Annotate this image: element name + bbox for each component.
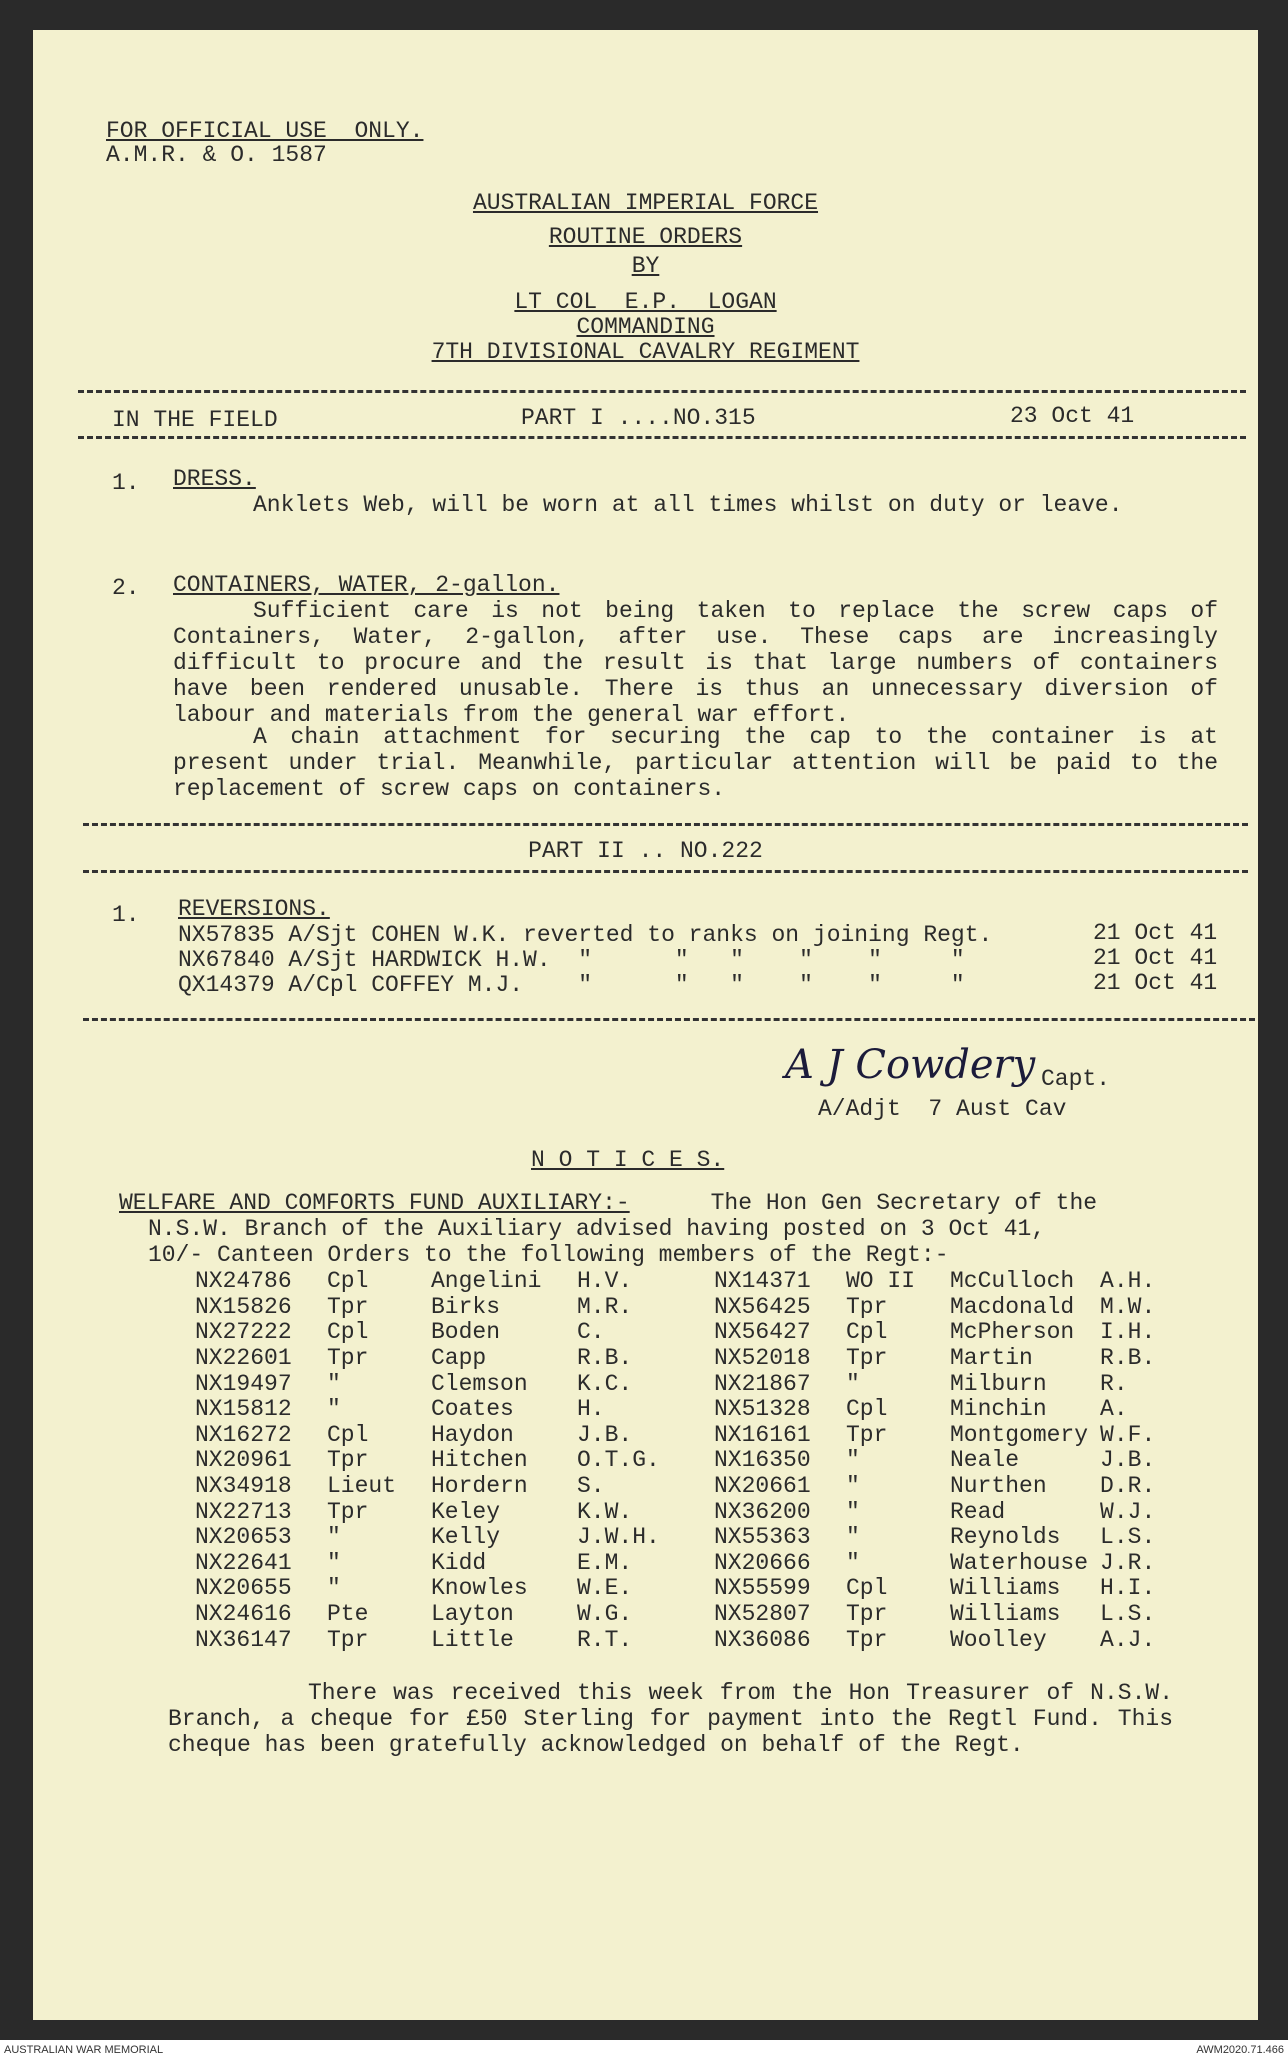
members-list-right — [714, 1269, 1202, 1653]
member-name: Little — [431, 1626, 514, 1653]
member-initials: H.I. — [1100, 1575, 1156, 1602]
member-row — [714, 1602, 1202, 1628]
title-line-6: 7TH DIVISIONAL CAVALRY REGIMENT — [431, 339, 860, 365]
welfare-heading: WELFARE AND COMFORTS FUND AUXILIARY:- — [119, 1190, 630, 1216]
member-number: NX21867 — [714, 1370, 811, 1397]
reversion-row: NX57835 A/Sjt COHEN W.K. reverted to ranks on joining Regt. — [178, 922, 993, 948]
member-initials: H.V. — [577, 1268, 633, 1295]
member-name: Hordern — [431, 1473, 528, 1500]
member-row — [195, 1448, 679, 1474]
member-row — [195, 1499, 679, 1525]
member-name: Layton — [431, 1601, 514, 1628]
member-number: NX56425 — [714, 1293, 811, 1320]
member-number: NX56427 — [714, 1319, 811, 1346]
member-name: Macdonald — [950, 1293, 1075, 1320]
member-rank: Tpr — [846, 1421, 888, 1448]
welfare-line: N.S.W. Branch of the Auxiliary advised having posted on 3 Oct 41, — [148, 1216, 1046, 1242]
member-rank: Pte — [327, 1601, 369, 1628]
member-number: NX51328 — [714, 1396, 811, 1423]
notices-title: N O T I C E S. — [531, 1147, 725, 1173]
member-name: Hitchen — [431, 1447, 528, 1474]
member-number: NX24786 — [195, 1268, 292, 1295]
member-initials: J.B. — [577, 1421, 633, 1448]
member-number: NX16272 — [195, 1421, 292, 1448]
member-row — [714, 1295, 1202, 1321]
member-name: Woolley — [950, 1626, 1047, 1653]
member-initials: J.B. — [1100, 1447, 1156, 1474]
divider-rule — [83, 823, 1248, 826]
member-initials: K.C. — [577, 1370, 633, 1397]
member-number: NX36200 — [714, 1498, 811, 1525]
title-line-4: LT COL E.P. LOGAN — [514, 289, 777, 315]
member-number: NX22641 — [195, 1549, 292, 1576]
member-rank: Tpr — [327, 1447, 369, 1474]
member-name: Read — [950, 1498, 1006, 1525]
member-rank: Cpl — [846, 1319, 888, 1346]
member-number: NX20653 — [195, 1524, 292, 1551]
member-number: NX34918 — [195, 1473, 292, 1500]
member-rank: " — [327, 1396, 341, 1423]
reference-number: A.M.R. & O. 1587 — [106, 142, 327, 168]
member-name: Reynolds — [950, 1524, 1061, 1551]
member-rank: Tpr — [846, 1601, 888, 1628]
member-number: NX20655 — [195, 1575, 292, 1602]
member-row — [714, 1346, 1202, 1372]
member-row — [195, 1627, 679, 1653]
member-initials: L.S. — [1100, 1524, 1156, 1551]
member-row — [195, 1525, 679, 1551]
member-name: Nurthen — [950, 1473, 1047, 1500]
members-list-left — [195, 1269, 679, 1653]
item-heading: CONTAINERS, WATER, 2-gallon. — [173, 572, 560, 598]
member-name: Coates — [431, 1396, 514, 1423]
member-number: NX15812 — [195, 1396, 292, 1423]
welfare-line: 10/- Canteen Orders to the following members of the Regt:- — [148, 1242, 949, 1268]
member-row — [714, 1576, 1202, 1602]
title-line-2: ROUTINE ORDERS — [548, 224, 743, 250]
order-date: 23 Oct 41 — [1010, 403, 1135, 429]
member-rank: Cpl — [846, 1575, 888, 1602]
member-rank: Cpl — [846, 1396, 888, 1423]
member-initials: J.W.H. — [577, 1524, 660, 1551]
member-number: NX20666 — [714, 1549, 811, 1576]
member-name: McCulloch — [950, 1268, 1075, 1295]
divider-rule — [83, 1018, 1255, 1021]
footer-institution: AUSTRALIAN WAR MEMORIAL — [4, 2044, 164, 2056]
member-initials: M.W. — [1100, 1293, 1156, 1320]
member-rank: " — [846, 1370, 860, 1397]
document-page — [33, 30, 1258, 2020]
member-number: NX15826 — [195, 1293, 292, 1320]
member-name: Keley — [431, 1498, 501, 1525]
member-number: NX52807 — [714, 1601, 811, 1628]
divider-rule — [78, 436, 1246, 439]
member-rank: Cpl — [327, 1319, 369, 1346]
member-rank: " — [846, 1473, 860, 1500]
member-initials: W.G. — [577, 1601, 633, 1628]
treasurer-paragraph: There was received this week from the Hon Treasurer of N.S.W. Branch, a cheque for £50 Sterling for payment into the Regtl Fund. This cheque has been gratefully acknowledged on behalf of the Regt. — [168, 1680, 1173, 1758]
reversion-row: QX14379 A/Cpl COFFEY M.J. " " " " " " — [178, 972, 965, 998]
member-name: Haydon — [431, 1421, 514, 1448]
member-rank: Tpr — [846, 1626, 888, 1653]
member-row — [714, 1269, 1202, 1295]
member-rank: Tpr — [327, 1293, 369, 1320]
item-paragraph: Anklets Web, will be worn at all times whilst on duty or leave. — [253, 492, 1123, 518]
member-row — [195, 1346, 679, 1372]
member-name: Knowles — [431, 1575, 528, 1602]
member-number: NX16350 — [714, 1447, 811, 1474]
member-initials: O.T.G. — [577, 1447, 660, 1474]
member-row — [195, 1576, 679, 1602]
member-initials: M.R. — [577, 1293, 633, 1320]
member-number: NX52018 — [714, 1345, 811, 1372]
member-row — [714, 1525, 1202, 1551]
member-rank: " — [327, 1549, 341, 1576]
member-row — [195, 1269, 679, 1295]
signature: A J Cowdery — [785, 1042, 1036, 1088]
divider-rule — [83, 870, 1248, 873]
title-line-1: AUSTRALIAN IMPERIAL FORCE — [472, 190, 819, 216]
member-rank: Tpr — [327, 1498, 369, 1525]
member-name: Waterhouse — [950, 1549, 1089, 1576]
item-number: 1. — [112, 902, 140, 928]
member-name: Birks — [431, 1293, 501, 1320]
member-row — [714, 1448, 1202, 1474]
member-number: NX19497 — [195, 1370, 292, 1397]
member-row — [714, 1627, 1202, 1653]
member-name: Angelini — [431, 1268, 542, 1295]
member-number: NX55599 — [714, 1575, 811, 1602]
member-initials: J.R. — [1100, 1549, 1156, 1576]
member-row — [714, 1320, 1202, 1346]
member-initials: A.H. — [1100, 1268, 1156, 1295]
member-initials: E.M. — [577, 1549, 633, 1576]
member-initials: A.J. — [1100, 1626, 1156, 1653]
member-name: McPherson — [950, 1319, 1075, 1346]
member-row — [195, 1474, 679, 1500]
title-line-5: COMMANDING — [576, 314, 715, 340]
member-rank: WO II — [846, 1268, 916, 1295]
member-initials: H. — [577, 1396, 605, 1423]
item-heading: DRESS. — [173, 466, 256, 492]
signature-rank: Capt. — [1041, 1066, 1111, 1092]
item-paragraph: A chain attachment for securing the cap to the container is at present under trial. Meanwhile, particular attention will be paid to the replacement of screw caps on containers. — [173, 724, 1218, 802]
member-rank: Tpr — [327, 1345, 369, 1372]
member-initials: D.R. — [1100, 1473, 1156, 1500]
footer-accession-number: AWM2020.71.466 — [1196, 2044, 1284, 2056]
member-initials: K.W. — [577, 1498, 633, 1525]
member-rank: Tpr — [327, 1626, 369, 1653]
member-name: Minchin — [950, 1396, 1047, 1423]
member-name: Kelly — [431, 1524, 501, 1551]
signature-appointment: A/Adjt 7 Aust Cav — [818, 1096, 1067, 1122]
member-rank: " — [327, 1575, 341, 1602]
reversion-date: 21 Oct 41 — [1093, 945, 1218, 971]
member-row — [714, 1423, 1202, 1449]
member-row — [714, 1499, 1202, 1525]
member-rank: Tpr — [846, 1293, 888, 1320]
welfare-line: The Hon Gen Secretary of the — [683, 1190, 1098, 1216]
member-rank: " — [846, 1498, 860, 1525]
member-number: NX20961 — [195, 1447, 292, 1474]
member-name: Neale — [950, 1447, 1020, 1474]
member-rank: Cpl — [327, 1421, 369, 1448]
member-number: NX14371 — [714, 1268, 811, 1295]
member-rank: " — [846, 1549, 860, 1576]
member-number: NX27222 — [195, 1319, 292, 1346]
member-initials: C. — [577, 1319, 605, 1346]
member-number: NX16161 — [714, 1421, 811, 1448]
member-initials: I.H. — [1100, 1319, 1156, 1346]
restriction-heading: FOR OFFICIAL USE ONLY. — [106, 118, 424, 144]
member-row — [714, 1397, 1202, 1423]
member-row — [714, 1474, 1202, 1500]
member-rank: " — [846, 1524, 860, 1551]
member-rank: Lieut — [327, 1473, 397, 1500]
member-row — [195, 1423, 679, 1449]
member-initials: S. — [577, 1473, 605, 1500]
member-name: Clemson — [431, 1370, 528, 1397]
member-initials: W.J. — [1100, 1498, 1156, 1525]
member-rank: Tpr — [846, 1345, 888, 1372]
member-row — [195, 1371, 679, 1397]
member-row — [195, 1295, 679, 1321]
title-line-3: BY — [631, 253, 660, 279]
reversion-date: 21 Oct 41 — [1093, 920, 1218, 946]
member-row — [195, 1602, 679, 1628]
member-name: Milburn — [950, 1370, 1047, 1397]
member-initials: L.S. — [1100, 1601, 1156, 1628]
item-number: 1. — [112, 470, 140, 496]
member-name: Martin — [950, 1345, 1033, 1372]
member-initials: R. — [1100, 1370, 1128, 1397]
member-number: NX24616 — [195, 1601, 292, 1628]
member-number: NX22713 — [195, 1498, 292, 1525]
member-name: Williams — [950, 1575, 1061, 1602]
member-initials: W.E. — [577, 1575, 633, 1602]
member-number: NX55363 — [714, 1524, 811, 1551]
item-heading: REVERSIONS. — [178, 896, 330, 922]
part-two-label: PART II .. NO.222 — [528, 838, 763, 864]
member-initials: R.T. — [577, 1626, 633, 1653]
item-number: 2. — [112, 575, 140, 601]
member-initials: R.B. — [577, 1345, 633, 1372]
member-initials: W.F. — [1100, 1421, 1156, 1448]
member-rank: " — [327, 1370, 341, 1397]
part-one-label: PART I ....NO.315 — [521, 405, 756, 431]
member-name: Capp — [431, 1345, 487, 1372]
member-rank: Cpl — [327, 1268, 369, 1295]
member-number: NX36086 — [714, 1626, 811, 1653]
member-row — [195, 1320, 679, 1346]
member-row — [714, 1551, 1202, 1577]
member-initials: R.B. — [1100, 1345, 1156, 1372]
member-rank: " — [327, 1524, 341, 1551]
member-name: Montgomery — [950, 1421, 1089, 1448]
archive-footer — [0, 2040, 1288, 2061]
reversion-date: 21 Oct 41 — [1093, 970, 1218, 996]
member-name: Kidd — [431, 1549, 487, 1576]
member-number: NX22601 — [195, 1345, 292, 1372]
divider-rule — [78, 390, 1246, 393]
location-label: IN THE FIELD — [112, 407, 278, 433]
member-row — [714, 1371, 1202, 1397]
member-number: NX20661 — [714, 1473, 811, 1500]
item-paragraph: Sufficient care is not being taken to replace the screw caps of Containers, Water, 2-gallon, after use. These caps are increasingly difficult to procure and the result is that large numbers of containers have been rendered unusable. There is thus an unnecessary diversion of labour and materials from the general war effort. — [173, 598, 1218, 728]
member-name: Boden — [431, 1319, 501, 1346]
member-rank: " — [846, 1447, 860, 1474]
member-row — [195, 1397, 679, 1423]
member-initials: A. — [1100, 1396, 1128, 1423]
reversion-row: NX67840 A/Sjt HARDWICK H.W. " " " " " " — [178, 947, 965, 973]
member-name: Williams — [950, 1601, 1061, 1628]
member-number: NX36147 — [195, 1626, 292, 1653]
member-row — [195, 1551, 679, 1577]
